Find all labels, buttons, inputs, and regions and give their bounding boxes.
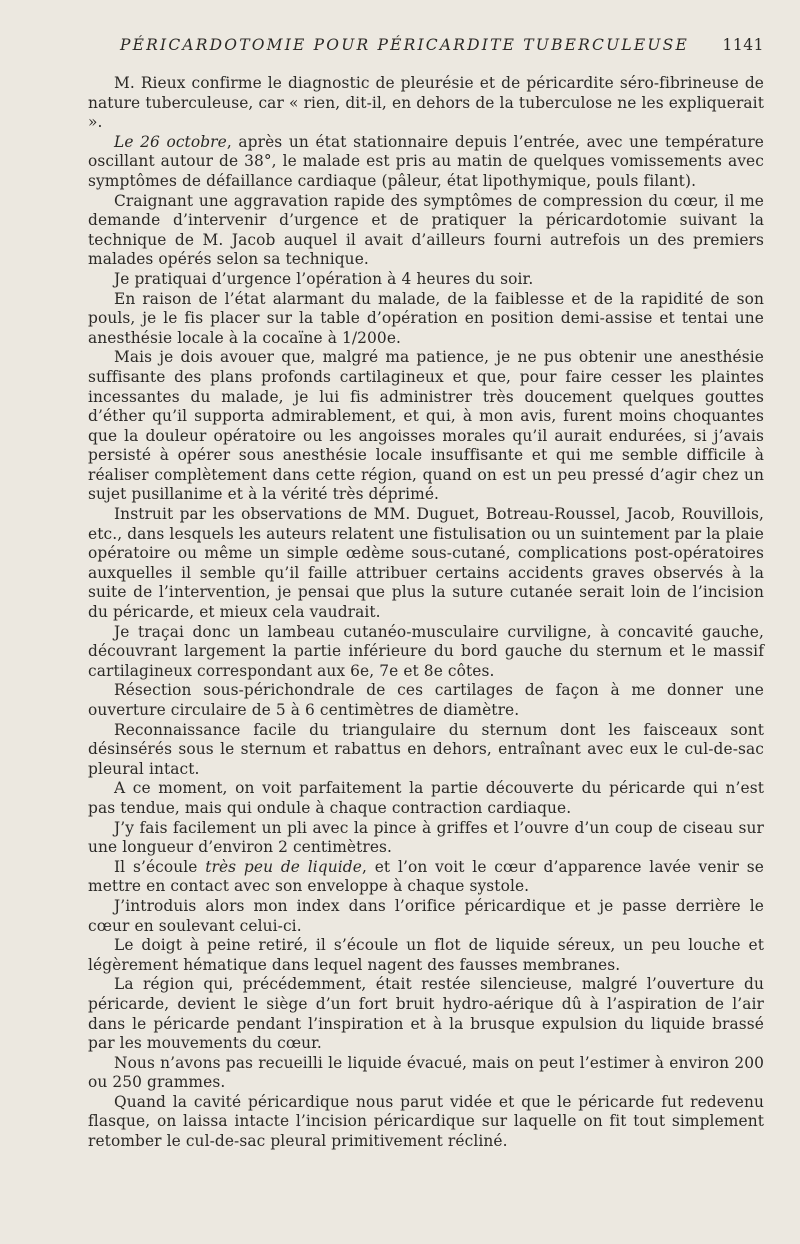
text-run: J’introduis alors mon index dans l’orifice péricardique et je passe derrière le cœur en soulevant celui-ci. bbox=[88, 896, 764, 935]
paragraph bbox=[88, 936, 764, 975]
paragraph bbox=[88, 1054, 764, 1093]
text-run: Je pratiquai d’urgence l’opération à 4 heures du soir. bbox=[114, 269, 534, 288]
text-run: Quand la cavité péricardique nous parut vidée et que le péricarde fut redevenu flasque, on laissa intacte l’incision péricardique sur laquelle on fit tout simplement retomber le cul-de-sac pleural primitivement récliné. bbox=[88, 1092, 764, 1151]
text-run: J’y fais facilement un pli avec la pince à griffes et l’ouvre d’un coup de ciseau sur une longueur d’environ 2 centimètres. bbox=[88, 818, 764, 857]
paragraph bbox=[88, 74, 764, 133]
text-run: Il s’écoule bbox=[114, 857, 206, 876]
paragraph bbox=[88, 290, 764, 349]
paragraph bbox=[88, 133, 764, 192]
paragraph bbox=[88, 858, 764, 897]
paragraph bbox=[88, 897, 764, 936]
text-run: Instruit par les observations de MM. Duguet, Botreau-Roussel, Jacob, Rouvillois, etc., dans lesquels les auteurs relatent une fistulisation ou un suintement par la plaie opératoire ou même un simple œdème sous-cutané, complications post-opératoires auxquelles il semble qu’il faille attribuer certains accidents graves observés à la suite de l’intervention, je pensai que plus la suture cutanée serait loin de l’incision du péricarde, et mieux cela vaudrait. bbox=[88, 505, 764, 622]
text-run: , et l’on voit le cœur d’apparence lavée venir se mettre en contact avec son enveloppe à chaque systole. bbox=[88, 857, 765, 896]
text-run: La région qui, précédemment, était restée silencieuse, malgré l’ouverture du péricarde, devient le siège d’un fort bruit hydro-aérique dû à l’aspiration de l’air dans le péricarde pendant l’inspiration et à la brusque expulsion du liquide brassé par les mouvements du cœur. bbox=[88, 975, 764, 1053]
text-run: Je traçai donc un lambeau cutanéo-musculaire curviligne, à concavité gauche, découvrant largement la partie inférieure du bord gauche du sternum et le massif cartilagineux correspondant aux 6e, 7e et 8e côtes. bbox=[88, 622, 764, 680]
paragraph bbox=[88, 819, 764, 858]
text-run: Résection sous-périchondrale de ces cartilages de façon à me donner une ouverture circulaire de 5 à 6 centimètres de diamètre. bbox=[88, 681, 764, 719]
paragraph bbox=[88, 623, 764, 682]
italic-text: très peu de liquide bbox=[205, 857, 362, 876]
paragraph bbox=[88, 192, 764, 270]
text-run: Le doigt à peine retiré, il s’écoule un flot de liquide séreux, un peu louche et légèrement hématique dans lequel nagent des fausses membranes. bbox=[88, 936, 764, 974]
paragraph bbox=[88, 505, 764, 623]
paragraph bbox=[88, 779, 764, 818]
running-header bbox=[88, 36, 764, 54]
paragraph bbox=[88, 721, 764, 780]
running-title: PÉRICARDOTOMIE POUR PÉRICARDITE TUBERCULEUSE bbox=[120, 36, 689, 54]
text-run: Nous n’avons pas recueilli le liquide évacué, mais on peut l’estimer à environ 200 ou 250 grammes. bbox=[88, 1053, 764, 1092]
text-run: En raison de l’état alarmant du malade, de la faiblesse et de la rapidité de son pouls, je le fis placer sur la table d’opération en position demi-assise et tentai une anesthésie locale à la cocaïne à 1/200e. bbox=[88, 289, 764, 347]
paragraph bbox=[88, 270, 764, 290]
paragraph bbox=[88, 1093, 764, 1152]
body-text bbox=[88, 74, 764, 1152]
text-run: Craignant une aggravation rapide des symptômes de compression du cœur, il me demande d’intervenir d’urgence et de pratiquer la péricardotomie suivant la technique de M. Jacob auquel il avait d’ailleurs fourni autrefois un des premiers malades opérés selon sa technique. bbox=[88, 191, 764, 269]
paragraph bbox=[88, 975, 764, 1053]
text-run: Mais je dois avouer que, malgré ma patience, je ne pus obtenir une anesthésie suffisante des plans profonds cartilagineux et que, pour faire cesser les plaintes incessantes du malade, je lui fis administrer très doucement quelques gouttes d’éther qu’il supporta admirablement, et qui, à mon avis, furent moins choquantes que la douleur opératoire ou les angoisses morales qu’il aurait endurées, si j’avais persisté à opérer sous anesthésie locale insuffisante et qui me semble difficile à réaliser complètement dans cette région, quand on est un peu pressé d’agir chez un sujet pusillanime et à la vérité très déprimé. bbox=[88, 348, 764, 504]
paragraph bbox=[88, 681, 764, 720]
text-run: A ce moment, on voit parfaitement la partie découverte du péricarde qui n’est pas tendue, mais qui ondule à chaque contraction cardiaque. bbox=[88, 779, 764, 817]
page-number: 1141 bbox=[722, 36, 764, 54]
text-run: , après un état stationnaire depuis l’entrée, avec une température oscillant autour de 38°, le malade est pris au matin de quelques vomissements avec symptômes de défaillance cardiaque (pâleur, état lipothymique, pouls filant). bbox=[88, 132, 764, 190]
text-run: M. Rieux confirme le diagnostic de pleurésie et de péricardite séro-fibrineuse de nature tuberculeuse, car « rien, dit-il, en dehors de la tuberculose ne les expliquerait ». bbox=[88, 74, 764, 132]
italic-text: Le 26 octobre bbox=[114, 132, 227, 151]
paragraph bbox=[88, 348, 764, 505]
text-run: Reconnaissance facile du triangulaire du sternum dont les faisceaux sont désinsérés sous le sternum et rabattus en dehors, entraînant avec eux le cul-de-sac pleural intact. bbox=[88, 720, 764, 778]
